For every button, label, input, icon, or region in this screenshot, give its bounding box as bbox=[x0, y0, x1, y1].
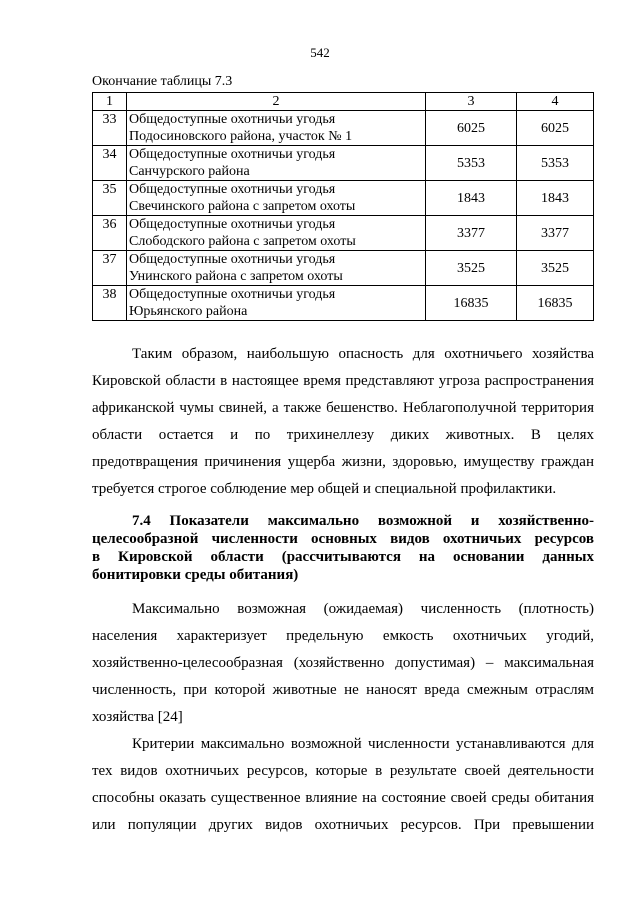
paragraph-criteria bbox=[92, 731, 594, 839]
row-name bbox=[127, 146, 426, 181]
row-name-line1: Общедоступные охотничьи угодья bbox=[129, 287, 336, 302]
row-name bbox=[127, 286, 426, 321]
page-number: 542 bbox=[310, 45, 330, 60]
row-name-line2: Слободского района с запретом охоты bbox=[129, 234, 356, 249]
row-name-line2: Подосиновского района, участок № 1 bbox=[129, 129, 353, 144]
table-row bbox=[93, 251, 594, 286]
table-row bbox=[93, 146, 594, 181]
paragraph-line: или популяции других видов охотничьих ресурсов. При превышении bbox=[92, 817, 594, 833]
table-header-row bbox=[93, 93, 594, 111]
paragraph-line: Таким образом, наибольшую опасность для охотничьего хозяйства bbox=[132, 346, 594, 362]
row-number: 34 bbox=[93, 146, 127, 181]
heading-line: бонитировки среды обитания) bbox=[92, 567, 299, 583]
row-value-col4: 6025 bbox=[517, 111, 594, 146]
row-name-line2: Унинского района с запретом охоты bbox=[129, 269, 343, 284]
paragraph-line: Кировской области в настоящее время представляют угроза распространения bbox=[92, 373, 594, 389]
paragraph-line: численность, при которой животные не наносят вреда смежным отраслям bbox=[92, 682, 594, 698]
row-name-line1: Общедоступные охотничьи угодья bbox=[129, 112, 336, 127]
row-name-line2: Юрьянского района bbox=[129, 304, 248, 319]
header-col-4: 4 bbox=[517, 93, 594, 111]
paragraph-line: тех видов охотничьих ресурсов, которые в результате своей деятельности bbox=[92, 763, 594, 779]
paragraph-line: области остается и по трихинеллезу диких животных. В целях bbox=[92, 427, 594, 443]
row-name bbox=[127, 216, 426, 251]
paragraph-line: Критерии максимально возможной численности устанавливаются для bbox=[132, 736, 594, 752]
table-row bbox=[93, 286, 594, 321]
row-name-line2: Свечинского района с запретом охоты bbox=[129, 199, 356, 214]
header-col-3: 3 bbox=[426, 93, 517, 111]
row-value-col4: 5353 bbox=[517, 146, 594, 181]
row-value-col4: 1843 bbox=[517, 181, 594, 216]
paragraph-line: африканской чумы свиней, а также бешенство. Неблагополучной территория bbox=[92, 400, 594, 416]
heading-line: целесообразной численности основных видов охотничьих ресурсов bbox=[92, 531, 594, 547]
paragraph-max-capacity bbox=[92, 596, 594, 731]
row-name-line1: Общедоступные охотничьи угодья bbox=[129, 182, 336, 197]
row-number: 33 bbox=[93, 111, 127, 146]
row-name bbox=[127, 251, 426, 286]
row-value-col4: 16835 bbox=[517, 286, 594, 321]
paragraph-line: предотвращения причинения ущерба жизни, здоровью, имуществу граждан bbox=[92, 454, 594, 470]
row-name-line2: Санчурского района bbox=[129, 164, 250, 179]
heading-line: в Кировской области (рассчитываются на основании данных bbox=[92, 549, 594, 565]
header-col-1: 1 bbox=[93, 93, 127, 111]
row-value-col3: 1843 bbox=[426, 181, 517, 216]
paragraph-line: населения характеризует предельную емкость охотничьих угодий, bbox=[92, 628, 594, 644]
row-name bbox=[127, 181, 426, 216]
row-value-col3: 16835 bbox=[426, 286, 517, 321]
row-number: 35 bbox=[93, 181, 127, 216]
row-name-line1: Общедоступные охотничьи угодья bbox=[129, 252, 336, 267]
row-value-col4: 3525 bbox=[517, 251, 594, 286]
hunting-grounds-table bbox=[92, 92, 594, 321]
row-value-col3: 6025 bbox=[426, 111, 517, 146]
table-row bbox=[93, 111, 594, 146]
row-value-col4: 3377 bbox=[517, 216, 594, 251]
row-number: 38 bbox=[93, 286, 127, 321]
row-number: 36 bbox=[93, 216, 127, 251]
row-name-line1: Общедоступные охотничьи угодья bbox=[129, 217, 336, 232]
paragraph-line: хозяйственно-целесообразная (хозяйственно допустимая) – максимальная bbox=[92, 655, 594, 671]
paragraph-hazards bbox=[92, 341, 594, 503]
paragraph-line: требуется строгое соблюдение мер общей и специальной профилактики. bbox=[92, 481, 557, 497]
row-value-col3: 3377 bbox=[426, 216, 517, 251]
heading-line: 7.4 Показатели максимально возможной и хозяйственно- bbox=[132, 513, 594, 529]
row-name bbox=[127, 111, 426, 146]
row-name-line1: Общедоступные охотничьи угодья bbox=[129, 147, 336, 162]
paragraph-line: хозяйства [24] bbox=[92, 709, 183, 725]
paragraph-line: способны оказать существенное влияние на состояние своей среды обитания bbox=[92, 790, 594, 806]
section-heading-7-4 bbox=[92, 512, 594, 584]
row-value-col3: 5353 bbox=[426, 146, 517, 181]
table-row bbox=[93, 216, 594, 251]
table-row bbox=[93, 181, 594, 216]
header-col-2: 2 bbox=[127, 93, 426, 111]
table-caption: Окончание таблицы 7.3 bbox=[92, 74, 233, 89]
paragraph-line: Максимально возможная (ожидаемая) численность (плотность) bbox=[132, 601, 594, 617]
row-number: 37 bbox=[93, 251, 127, 286]
row-value-col3: 3525 bbox=[426, 251, 517, 286]
